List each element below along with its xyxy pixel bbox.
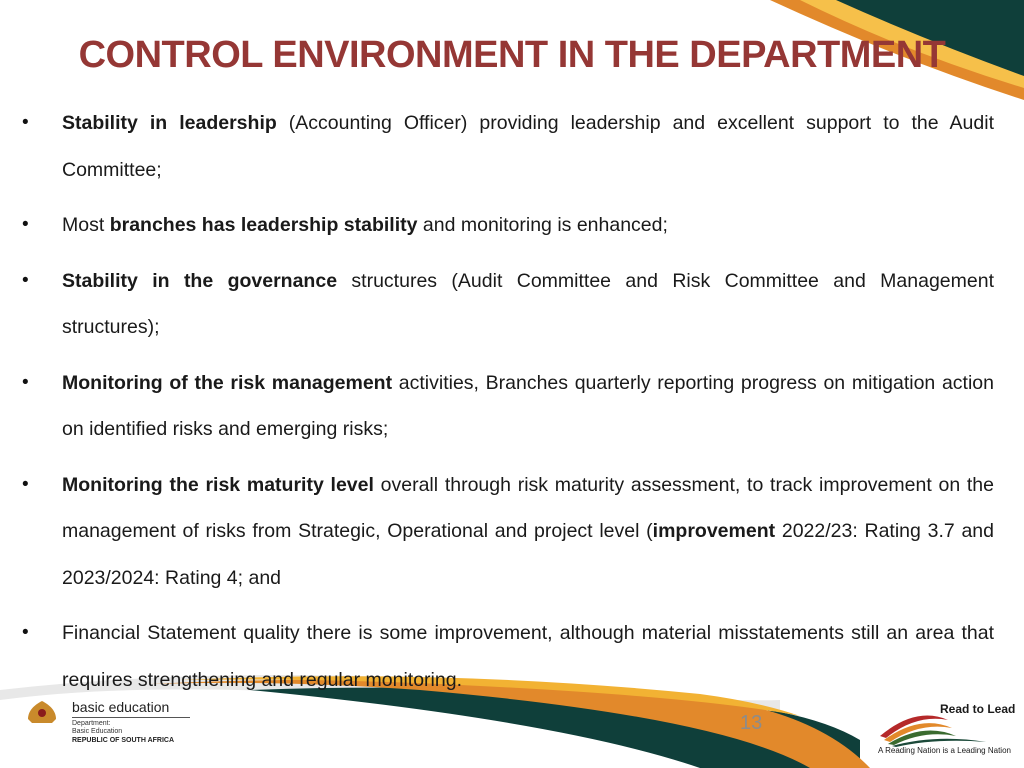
bullet-text	[62, 360, 994, 453]
bullet-text	[62, 610, 994, 703]
bullet-bold-text: branches has leadership stability	[109, 214, 418, 236]
bullet-item	[22, 258, 994, 351]
bullet-item	[22, 100, 994, 193]
dbe-department-line-1: Department:	[72, 720, 111, 727]
bullet-marker-icon: •	[22, 214, 29, 235]
dbe-logo-divider	[72, 717, 190, 718]
dbe-logo-text	[72, 699, 212, 745]
bullet-text	[62, 100, 994, 193]
bullet-item	[22, 462, 994, 602]
bullet-plain-text: activities, Branches quarterly reporting progress on mitigation action on identified risks and emerging risks;	[62, 371, 994, 440]
bullet-marker-icon: •	[22, 112, 29, 133]
bullet-plain-text: Financial Statement quality there is some improvement, although material misstatements still an area that requires strengthening and regular monitoring.	[62, 622, 994, 691]
read-to-lead-logo	[876, 698, 1016, 762]
bullet-text	[62, 462, 994, 602]
bullet-plain-text: (Accounting Officer) providing leadership and excellent support to the Audit Committee;	[62, 112, 994, 181]
bullet-marker-icon: •	[22, 622, 29, 643]
bullet-text	[62, 258, 994, 351]
bullet-bold-text: Stability in leadership	[62, 112, 277, 134]
slide-title: CONTROL ENVIRONMENT IN THE DEPARTMENT	[78, 34, 946, 76]
bullet-plain-text: and monitoring is enhanced;	[417, 214, 668, 236]
read-to-lead-title: Read to Lead	[940, 702, 1016, 716]
dbe-republic-text: REPUBLIC OF SOUTH AFRICA	[72, 737, 175, 744]
page-number: 13	[740, 712, 763, 734]
bullet-plain-text: Most	[62, 214, 110, 236]
bullet-plain-text: overall through risk maturity assessment, to track improvement on the management of risks from Strategic, Operational and project level (	[62, 473, 995, 542]
bullet-bold-text: improvement	[652, 520, 776, 542]
bullet-marker-icon: •	[22, 269, 29, 291]
read-to-lead-tagline: A Reading Nation is a Leading Nation	[878, 746, 1011, 755]
dbe-brand-text: basic education	[72, 699, 170, 715]
bullet-bold-text: Stability in the governance	[62, 269, 338, 292]
bullet-item	[22, 610, 994, 703]
bullet-list	[22, 100, 994, 712]
coat-of-arms-icon	[20, 699, 64, 755]
bullet-bold-text: Monitoring the risk maturity level	[62, 473, 374, 496]
bullet-marker-icon: •	[22, 473, 29, 495]
bullet-item	[22, 202, 994, 249]
dbe-logo	[20, 697, 210, 759]
dbe-department-line-2: Basic Education	[72, 728, 123, 735]
bullet-bold-text: Monitoring of the risk management	[62, 371, 393, 394]
bullet-marker-icon: •	[22, 371, 29, 393]
bullet-item	[22, 360, 994, 453]
bullet-plain-text: 2022/23: Rating 3.7 and 2023/2024: Rating 4; and	[62, 520, 994, 589]
bullet-text	[62, 202, 994, 249]
bullet-plain-text: structures (Audit Committee and Risk Committee and Management structures);	[62, 269, 995, 338]
